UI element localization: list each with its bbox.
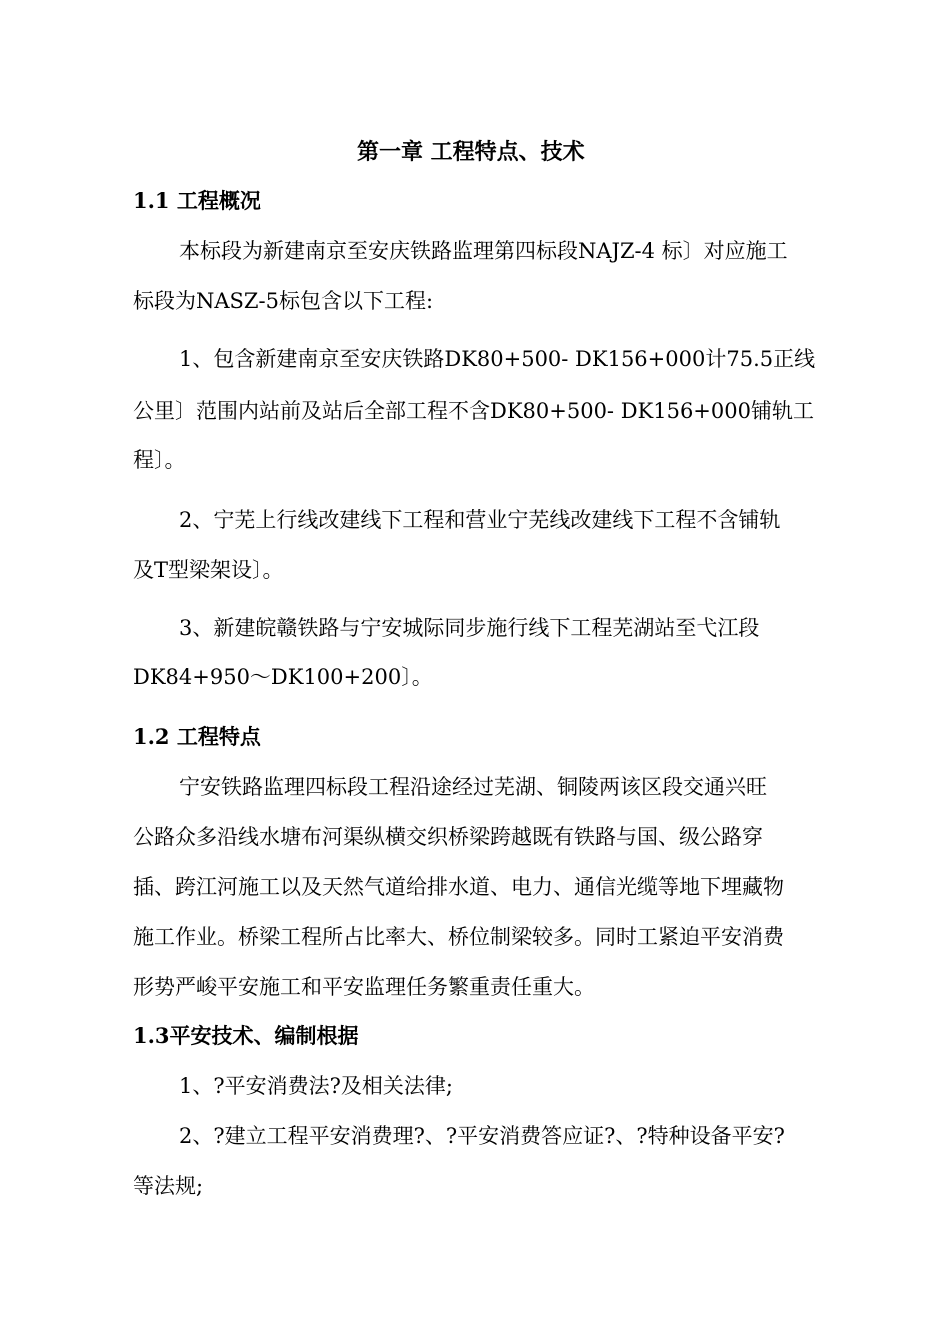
section-heading-1-2: 1.2 工程特点 (133, 724, 261, 749)
list-item-line: 程〕。 (133, 448, 186, 472)
list-item-line: 2、?建立工程平安消费理?、?平安消费答应证?、?特种设备平安? (179, 1124, 785, 1148)
list-item-line: DK84+950～DK100+200〕。 (133, 665, 433, 689)
paragraph-line: 插、跨江河施工以及天然气道给排水道、电力、通信光缆等地下埋藏物 (133, 875, 784, 899)
paragraph-line: 本标段为新建南京至安庆铁路监理第四标段NAJZ-4 标〕对应施工 (179, 239, 788, 263)
list-item-line: 及T型梁架设〕。 (133, 558, 284, 582)
paragraph-line: 宁安铁路监理四标段工程沿途经过芜湖、铜陵两该区段交通兴旺 (179, 775, 767, 799)
list-item-line: 3、新建皖赣铁路与宁安城际同步施行线下工程芜湖站至弋江段 (179, 616, 760, 640)
list-item-line: 公里〕范围内站前及站后全部工程不含DK80+500- DK156+000铺轨工 (133, 399, 814, 423)
paragraph-line: 标段为NASZ-5标包含以下工程: (133, 289, 434, 313)
section-heading-1-1: 1.1 工程概况 (133, 188, 261, 213)
list-item-line: 2、宁芜上行线改建线下工程和营业宁芜线改建线下工程不含铺轨 (179, 508, 781, 532)
chapter-title: 第一章 工程特点、技术 (357, 139, 585, 165)
list-item-line: 等法规; (133, 1174, 204, 1198)
list-item-line: 1、包含新建南京至安庆铁路DK80+500- DK156+000计75.5正线 (179, 347, 816, 371)
paragraph-line: 公路众多沿线水塘布河渠纵横交织桥梁跨越既有铁路与国、级公路穿 (133, 825, 763, 849)
paragraph-line: 施工作业。桥梁工程所占比率大、桥位制梁较多。同时工紧迫平安消费 (133, 925, 784, 949)
section-heading-1-3: 1.3平安技术、编制根据 (133, 1023, 359, 1048)
list-item-line: 1、?平安消费法?及相关法律; (179, 1074, 453, 1098)
paragraph-line: 形势严峻平安施工和平安监理任务繁重责任重大。 (133, 975, 595, 999)
